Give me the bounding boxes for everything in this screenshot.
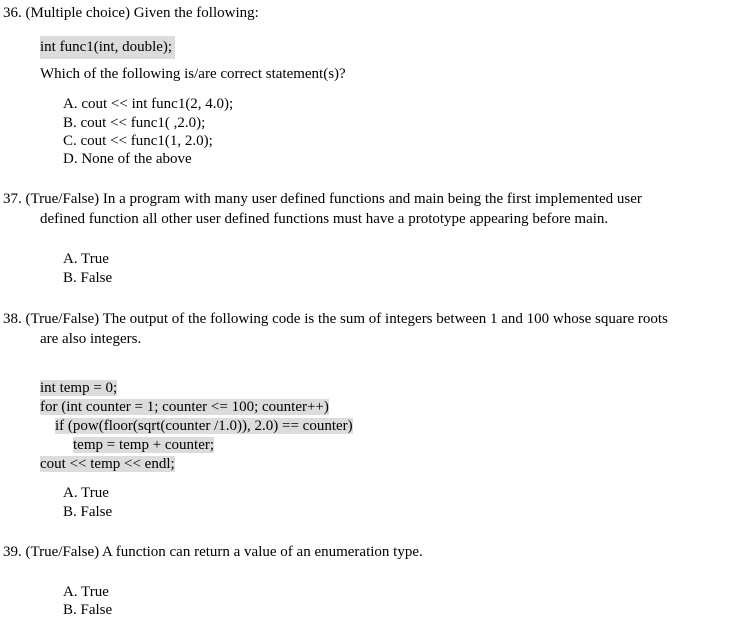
q38-line1: 38. (True/False) The output of the following code is the sum of integers between 1 and 100 whose square roots [3, 311, 668, 327]
q38-code-line: for (int counter = 1; counter <= 100; counter++) [40, 399, 329, 415]
q38-code-block [40, 379, 353, 474]
q38-option-a: A. True [63, 485, 109, 501]
q38-option-b: B. False [63, 504, 113, 520]
q39-option-a: A. True [63, 584, 109, 600]
q36-option-d: D. None of the above [63, 151, 192, 167]
q36-option-b: B. cout << func1( ,2.0); [63, 115, 206, 131]
q37-option-a: A. True [63, 251, 109, 267]
q38-code-line: if (pow(floor(sqrt(counter /1.0)), 2.0) == counter) [55, 418, 353, 434]
q36-option-a: A. cout << int func1(2, 4.0); [63, 96, 234, 112]
q38-line2: are also integers. [40, 331, 142, 347]
q38-code-line: temp = temp + counter; [73, 437, 215, 453]
q36-option-c: C. cout << func1(1, 2.0); [63, 133, 213, 149]
q37-line2: defined function all other user defined functions must have a prototype appearing before main. [40, 211, 609, 227]
q37-option-b: B. False [63, 270, 113, 286]
q36-code: int func1(int, double); [40, 36, 175, 59]
q39-header: 39. (True/False) A function can return a value of an enumeration type. [3, 544, 423, 560]
q38-code-line: cout << temp << endl; [40, 456, 175, 472]
q39-option-b: B. False [63, 602, 113, 618]
q36-prompt: Which of the following is/are correct statement(s)? [40, 66, 346, 82]
q37-line1: 37. (True/False) In a program with many user defined functions and main being the first implemented user [3, 191, 642, 207]
q38-code-line: int temp = 0; [40, 380, 118, 396]
q36-header: 36. (Multiple choice) Given the following: [3, 5, 259, 21]
